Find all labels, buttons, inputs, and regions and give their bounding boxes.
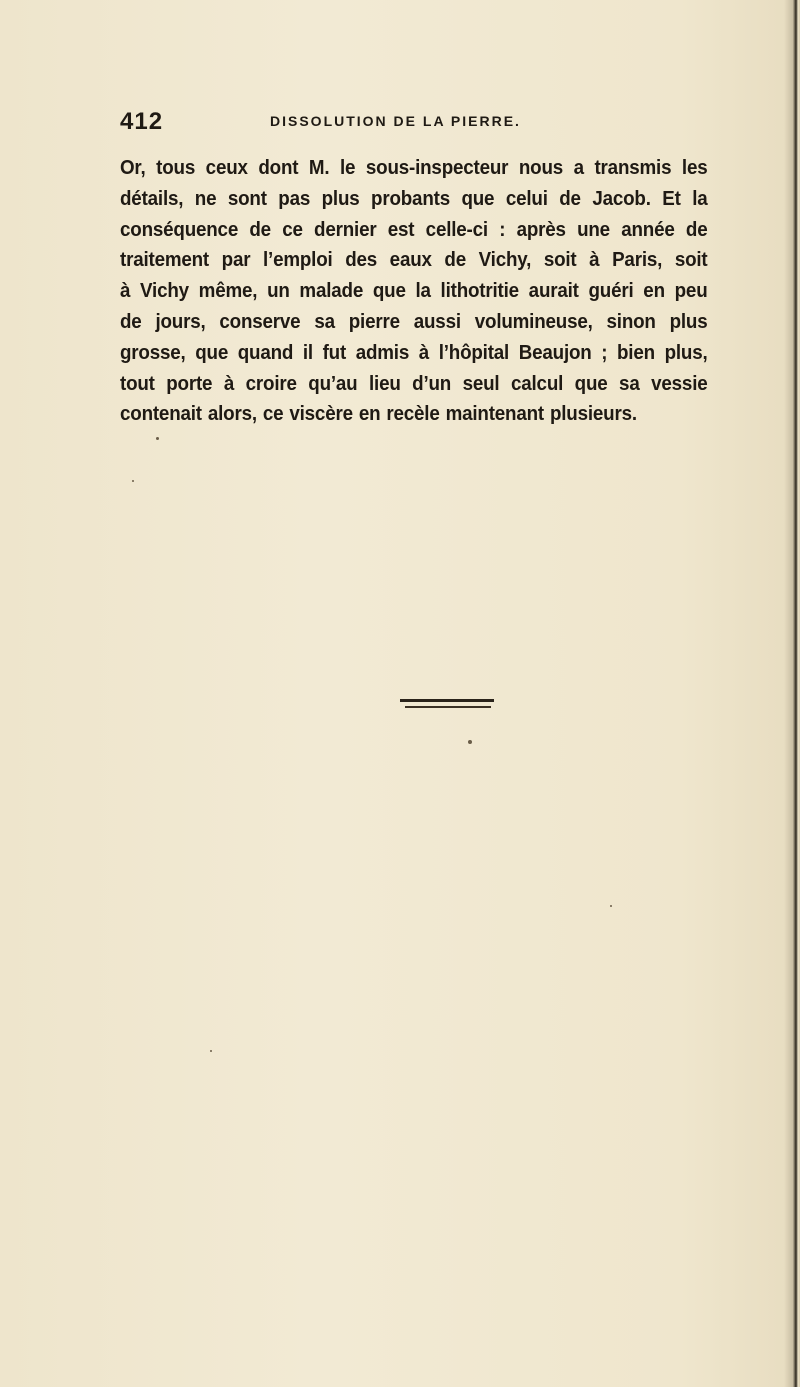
running-title: DISSOLUTION DE LA PIERRE.: [270, 113, 521, 129]
body-paragraph: [120, 153, 708, 430]
page-number: 412: [120, 108, 164, 135]
text-line: conséquence de ce dernier est celle-ci : après une année de: [120, 218, 708, 241]
text-line: de jours, conserve sa pierre aussi volumineuse, sinon plus: [120, 310, 708, 333]
paper-speck: [610, 905, 612, 907]
section-end-rule-shadow: [405, 706, 491, 708]
paper-speck: [156, 437, 159, 440]
paper-speck: [210, 1050, 212, 1052]
text-line: tout porte à croire qu’au lieu d’un seul calcul que sa vessie: [120, 372, 708, 395]
paper-speck: [468, 740, 472, 744]
paper-speck: [132, 480, 134, 482]
text-line: traitement par l’emploi des eaux de Vichy, soit à Paris, soit: [120, 249, 708, 272]
text-line: Or, tous ceux dont M. le sous-inspecteur nous a transmis les: [120, 157, 708, 179]
running-head: [120, 108, 700, 138]
text-line: à Vichy même, un malade que la lithotritie aurait guéri en peu: [120, 280, 708, 303]
section-end-rule: [400, 699, 494, 702]
text-line: grosse, que quand il fut admis à l’hôpital Beaujon ; bien plus,: [120, 341, 708, 364]
text-line: contenait alors, ce viscère en recèle maintenant plusieurs.: [120, 403, 637, 426]
text-line: détails, ne sont pas plus probants que celui de Jacob. Et la: [120, 187, 708, 210]
page-edge: [784, 0, 800, 1387]
